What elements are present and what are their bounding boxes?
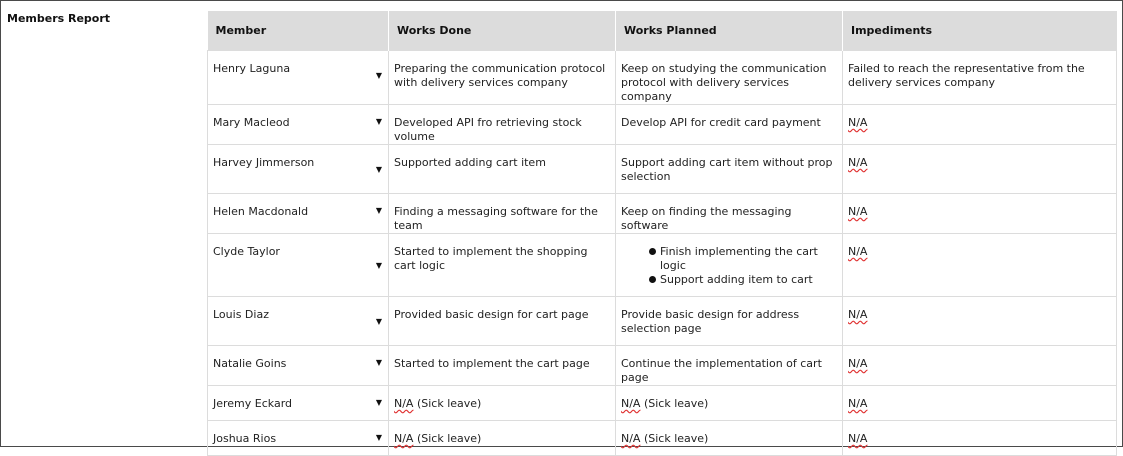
column-header-member: Member: [208, 11, 389, 51]
table-row: [208, 346, 1117, 386]
member-cell: [208, 194, 389, 234]
works-planned-text: Support adding cart item without prop selection: [621, 156, 833, 183]
member-name: Joshua Rios: [213, 432, 277, 445]
dropdown-arrow-icon[interactable]: ▼: [375, 117, 382, 126]
works-planned-text: Keep on studying the communication protocol with delivery services company: [621, 62, 827, 103]
member-name: Clyde Taylor: [213, 245, 280, 258]
member-name: Henry Laguna: [213, 62, 291, 75]
dropdown-arrow-icon[interactable]: ▼: [375, 317, 382, 326]
works-done-cell: [389, 194, 616, 234]
member-cell: [208, 346, 389, 386]
planned-bullet-list: [621, 245, 834, 287]
works-planned-text: N/A (Sick leave): [621, 397, 709, 410]
table-header-row: [208, 11, 1117, 51]
works-done-text: N/A (Sick leave): [394, 432, 482, 445]
works-done-cell: [389, 346, 616, 386]
table-row: [208, 145, 1117, 194]
works-planned-cell: [616, 105, 843, 145]
member-cell: [208, 421, 389, 456]
works-planned-cell: [616, 421, 843, 456]
member-cell: [208, 51, 389, 105]
table-body: [208, 51, 1117, 456]
section-title: Members Report: [7, 12, 111, 25]
works-done-text: Started to implement the shopping cart logic: [394, 245, 588, 272]
works-planned-cell: [616, 297, 843, 346]
works-done-cell: [389, 234, 616, 297]
impediments-cell: [843, 145, 1117, 194]
member-cell: [208, 105, 389, 145]
works-done-cell: [389, 51, 616, 105]
members-report-table: [207, 11, 1117, 456]
table-row: [208, 194, 1117, 234]
member-cell: [208, 145, 389, 194]
dropdown-arrow-icon[interactable]: ▼: [375, 71, 382, 80]
impediments-text: N/A: [848, 308, 868, 321]
member-cell: [208, 234, 389, 297]
table-row: [208, 386, 1117, 421]
member-name: Mary Macleod: [213, 116, 290, 129]
works-planned-cell: [616, 234, 843, 297]
works-done-cell: [389, 421, 616, 456]
dropdown-arrow-icon[interactable]: ▼: [375, 358, 382, 367]
member-cell: [208, 297, 389, 346]
works-done-cell: [389, 145, 616, 194]
member-name: Harvey Jimmerson: [213, 156, 315, 169]
works-planned-cell: [616, 145, 843, 194]
impediments-text: N/A: [848, 357, 868, 370]
works-done-text: Started to implement the cart page: [394, 357, 590, 370]
impediments-cell: [843, 105, 1117, 145]
column-header-works-planned: Works Planned: [616, 11, 843, 51]
works-done-text: Provided basic design for cart page: [394, 308, 589, 321]
dropdown-arrow-icon[interactable]: ▼: [375, 398, 382, 407]
works-planned-cell: [616, 194, 843, 234]
member-name: Natalie Goins: [213, 357, 287, 370]
works-done-text: Developed API fro retrieving stock volume: [394, 116, 582, 143]
member-name: Jeremy Eckard: [213, 397, 293, 410]
works-planned-cell: [616, 346, 843, 386]
impediments-text: Failed to reach the representative from the delivery services company: [848, 62, 1085, 89]
impediments-text: N/A: [848, 245, 868, 258]
works-done-cell: [389, 105, 616, 145]
planned-bullet-item: Support adding item to cart: [648, 273, 834, 287]
works-planned-text: Keep on finding the messaging software: [621, 205, 792, 232]
column-header-impediments: Impediments: [843, 11, 1117, 51]
works-done-text: N/A (Sick leave): [394, 397, 482, 410]
table-row: [208, 51, 1117, 105]
works-planned-text: N/A (Sick leave): [621, 432, 709, 445]
table-row: [208, 234, 1117, 297]
works-done-text: Preparing the communication protocol with delivery services company: [394, 62, 606, 89]
member-cell: [208, 386, 389, 421]
impediments-cell: [843, 51, 1117, 105]
impediments-cell: [843, 194, 1117, 234]
works-done-text: Supported adding cart item: [394, 156, 546, 169]
dropdown-arrow-icon[interactable]: ▼: [375, 261, 382, 270]
impediments-text: N/A: [848, 397, 868, 410]
impediments-text: N/A: [848, 116, 868, 129]
impediments-cell: [843, 386, 1117, 421]
works-done-cell: [389, 297, 616, 346]
impediments-cell: [843, 297, 1117, 346]
impediments-cell: [843, 234, 1117, 297]
works-planned-text: Develop API for credit card payment: [621, 116, 821, 129]
table-row: [208, 297, 1117, 346]
impediments-text: N/A: [848, 432, 868, 445]
works-done-cell: [389, 386, 616, 421]
dropdown-arrow-icon[interactable]: ▼: [375, 165, 382, 174]
works-planned-cell: [616, 51, 843, 105]
impediments-cell: [843, 421, 1117, 456]
works-planned-text: Provide basic design for address selection page: [621, 308, 800, 335]
member-name: Helen Macdonald: [213, 205, 309, 218]
table-row: [208, 105, 1117, 145]
works-planned-text: Continue the implementation of cart page: [621, 357, 822, 384]
impediments-text: N/A: [848, 205, 868, 218]
table-row: [208, 421, 1117, 456]
column-header-works-done: Works Done: [389, 11, 616, 51]
impediments-text: N/A: [848, 156, 868, 169]
works-done-text: Finding a messaging software for the team: [394, 205, 598, 232]
dropdown-arrow-icon[interactable]: ▼: [375, 206, 382, 215]
member-name: Louis Diaz: [213, 308, 269, 321]
planned-bullet-item: Finish implementing the cart logic: [648, 245, 834, 273]
works-planned-cell: [616, 386, 843, 421]
impediments-cell: [843, 346, 1117, 386]
dropdown-arrow-icon[interactable]: ▼: [375, 433, 382, 442]
